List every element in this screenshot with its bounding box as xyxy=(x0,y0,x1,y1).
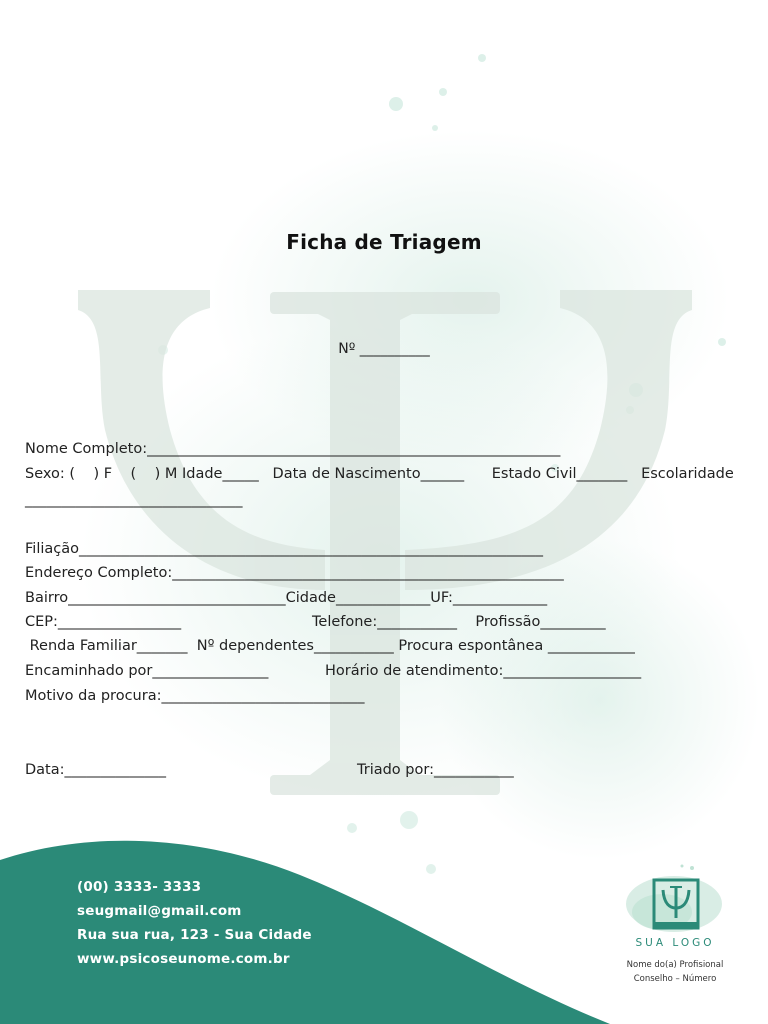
council-number: Conselho – Número xyxy=(633,974,717,984)
contact-email[interactable]: seugmail@gmail.com xyxy=(77,903,242,919)
renda-dependentes-line[interactable]: Renda Familiar_______ Nº dependentes___________ Procura espontânea ____________ xyxy=(25,638,635,654)
filiacao-field[interactable]: Filiação________________________________________________________________ xyxy=(25,541,543,557)
logo xyxy=(612,860,738,990)
endereco-field[interactable]: Endereço Completo:______________________________________________________ xyxy=(25,565,564,581)
contact-phone: (00) 3333- 3333 xyxy=(77,879,202,895)
horario-field[interactable]: Horário de atendimento:___________________ xyxy=(325,663,642,679)
form-number-field[interactable]: Nº __________ xyxy=(338,341,430,357)
encaminhado-field[interactable]: Encaminhado por________________ xyxy=(25,663,269,679)
nome-completo-field[interactable]: Nome Completo:_________________________________________________________ xyxy=(25,441,561,457)
contact-website[interactable]: www.psicoseunome.com.br xyxy=(77,951,290,967)
triado-field[interactable]: Triado por:___________ xyxy=(357,762,514,778)
data-field[interactable]: Data:______________ xyxy=(25,762,167,778)
logo-text: SUA LOGO xyxy=(635,937,715,949)
telefone-profissao-line[interactable]: Telefone:___________ Profissão_________ xyxy=(312,614,606,630)
bairro-cidade-uf-line[interactable]: Bairro______________________________Cidade_____________UF:_____________ xyxy=(25,590,548,606)
professional-name: Nome do(a) Profisional xyxy=(626,960,724,970)
motivo-field[interactable]: Motivo da procura:____________________________ xyxy=(25,688,365,704)
contact-address: Rua sua rua, 123 - Sua Cidade xyxy=(77,927,312,943)
sexo-idade-line[interactable]: Sexo: ( ) F ( ) M Idade_____ Data de Nascimento______ Estado Civil_______ Escolaridade xyxy=(25,466,734,482)
escolaridade-field[interactable]: ______________________________ xyxy=(25,492,243,508)
page-title: Ficha de Triagem xyxy=(286,230,482,254)
cep-field[interactable]: CEP:_________________ xyxy=(25,614,182,630)
